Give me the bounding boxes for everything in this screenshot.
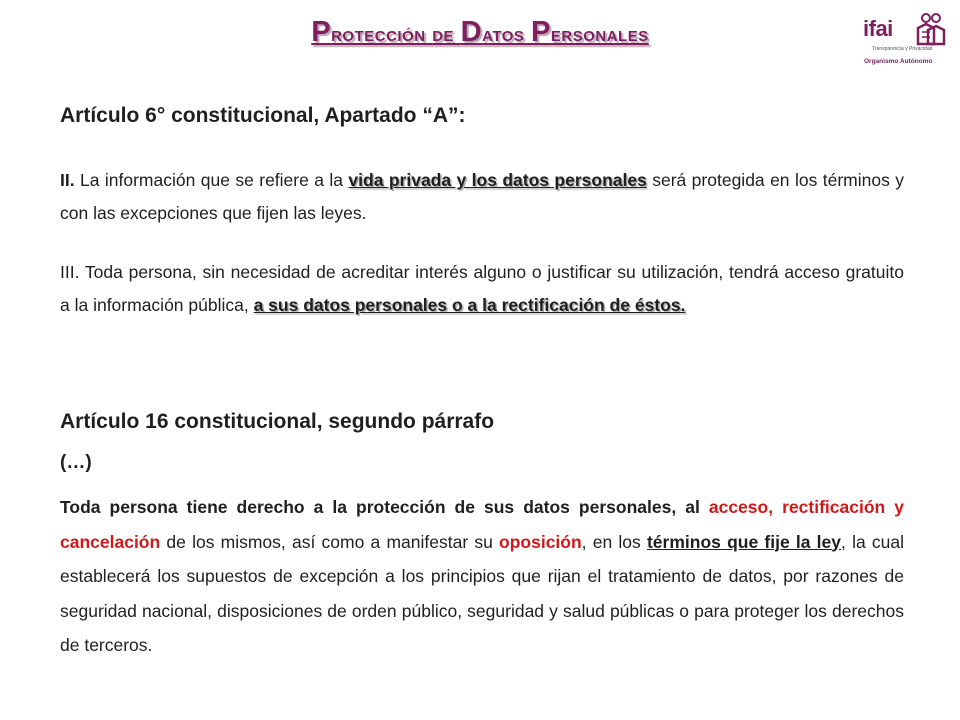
article-16-heading: Artículo 16 constitucional, segundo párrafo bbox=[60, 410, 495, 433]
logo-subtitle: Organismo Autónomo bbox=[864, 58, 933, 65]
opposition-text: oposición bbox=[499, 531, 582, 552]
arco-rights-text: acceso, rectificación y cancelación bbox=[60, 497, 904, 552]
ellipsis-marker: (…) bbox=[60, 452, 92, 473]
title-word-1: Protección bbox=[311, 16, 433, 48]
article-6-fraction-ii: II. La información que se refiere a la vida privada y los datos personales será protegida en los términos y con las excepciones que fijen las leyes. bbox=[60, 170, 904, 223]
article-6-heading: Artículo 6° constitucional, Apartado “A”: bbox=[60, 104, 466, 127]
article-6-fraction-iii: III. Toda persona, sin necesidad de acreditar interés alguno o justificar su utilización, tendrá acceso gratuito a la información pública, a sus datos personales o a la rectificación de éstos. bbox=[60, 262, 904, 315]
title-word-3: Datos bbox=[460, 16, 532, 48]
logo-wordmark: ifai bbox=[863, 16, 893, 41]
article-16-paragraph: Toda persona tiene derecho a la protección de sus datos personales, al acceso, rectificación y cancelación de los mismos, así como a manifestar su oposición, en los términos que fije la ley, la cual establecerá los supuestos de excepción a los principios que rijan el tratamiento de datos, por razones de seguridad nacional, disposiciones de orden público, seguridad y salud públicas o para proteger los derechos de terceros. bbox=[60, 497, 905, 655]
highlight-personal-data-rectification: a sus datos personales o a la rectificación de éstos. bbox=[253, 295, 686, 315]
logo-tagline: Transparencia y Privacidad bbox=[872, 46, 933, 52]
highlight-private-life: vida privada y los datos personales bbox=[348, 170, 647, 190]
ifai-logo bbox=[860, 8, 952, 72]
title-word-2: de bbox=[432, 21, 461, 46]
page-title bbox=[0, 16, 960, 49]
law-terms-underline: términos que fije la ley bbox=[646, 531, 842, 552]
title-word-4: Personales bbox=[531, 16, 649, 48]
